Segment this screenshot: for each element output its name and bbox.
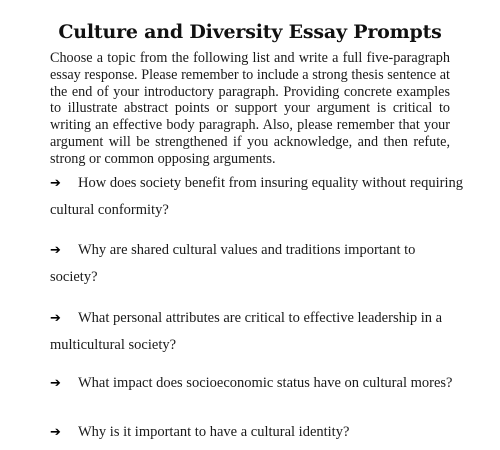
prompt-line (50, 170, 470, 197)
prompt-item (50, 237, 470, 290)
prompt-text: How does society benefit from insuring equality without requiring (78, 175, 463, 191)
prompt-item (50, 419, 470, 446)
intro-line: strong or common opposing arguments. (50, 150, 276, 167)
intro-paragraph (50, 50, 450, 168)
prompt-continuation: society? (50, 269, 98, 285)
right-arrow-icon: ➔ (50, 376, 61, 391)
prompt-continuation: multicultural society? (50, 337, 177, 353)
prompt-continuation: cultural conformity? (50, 202, 169, 218)
prompt-text: What impact does socioeconomic status have on cultural mores? (78, 375, 453, 391)
intro-line: to illustrate abstract points or support your argument is critical to (50, 100, 450, 117)
prompt-item (50, 305, 470, 358)
intro-line: the end of your introductory paragraph. Providing concrete examples (50, 83, 450, 100)
prompt-text: Why is it important to have a cultural identity? (78, 424, 350, 440)
document-title: Culture and Diversity Essay Prompts (58, 21, 442, 43)
right-arrow-icon: ➔ (50, 311, 61, 326)
intro-line: essay response. Please remember to include a strong thesis sentence at (50, 66, 450, 83)
right-arrow-icon: ➔ (50, 243, 61, 258)
intro-line: argument will be strengthened if you acknowledge, and then refute, (50, 133, 450, 150)
right-arrow-icon: ➔ (50, 176, 61, 191)
prompt-line (50, 305, 470, 332)
prompt-item (50, 170, 470, 223)
right-arrow-icon: ➔ (50, 425, 61, 440)
prompt-text: What personal attributes are critical to effective leadership in a (78, 310, 443, 326)
prompt-line (50, 237, 470, 264)
prompt-line (50, 419, 470, 446)
prompt-line (50, 370, 470, 397)
intro-line: writing an effective body paragraph. Also, please remember that your (50, 117, 450, 134)
prompt-text: Why are shared cultural values and traditions important to (78, 242, 416, 258)
intro-line: Choose a topic from the following list and write a full five-paragraph (50, 50, 450, 66)
prompt-item (50, 370, 470, 397)
